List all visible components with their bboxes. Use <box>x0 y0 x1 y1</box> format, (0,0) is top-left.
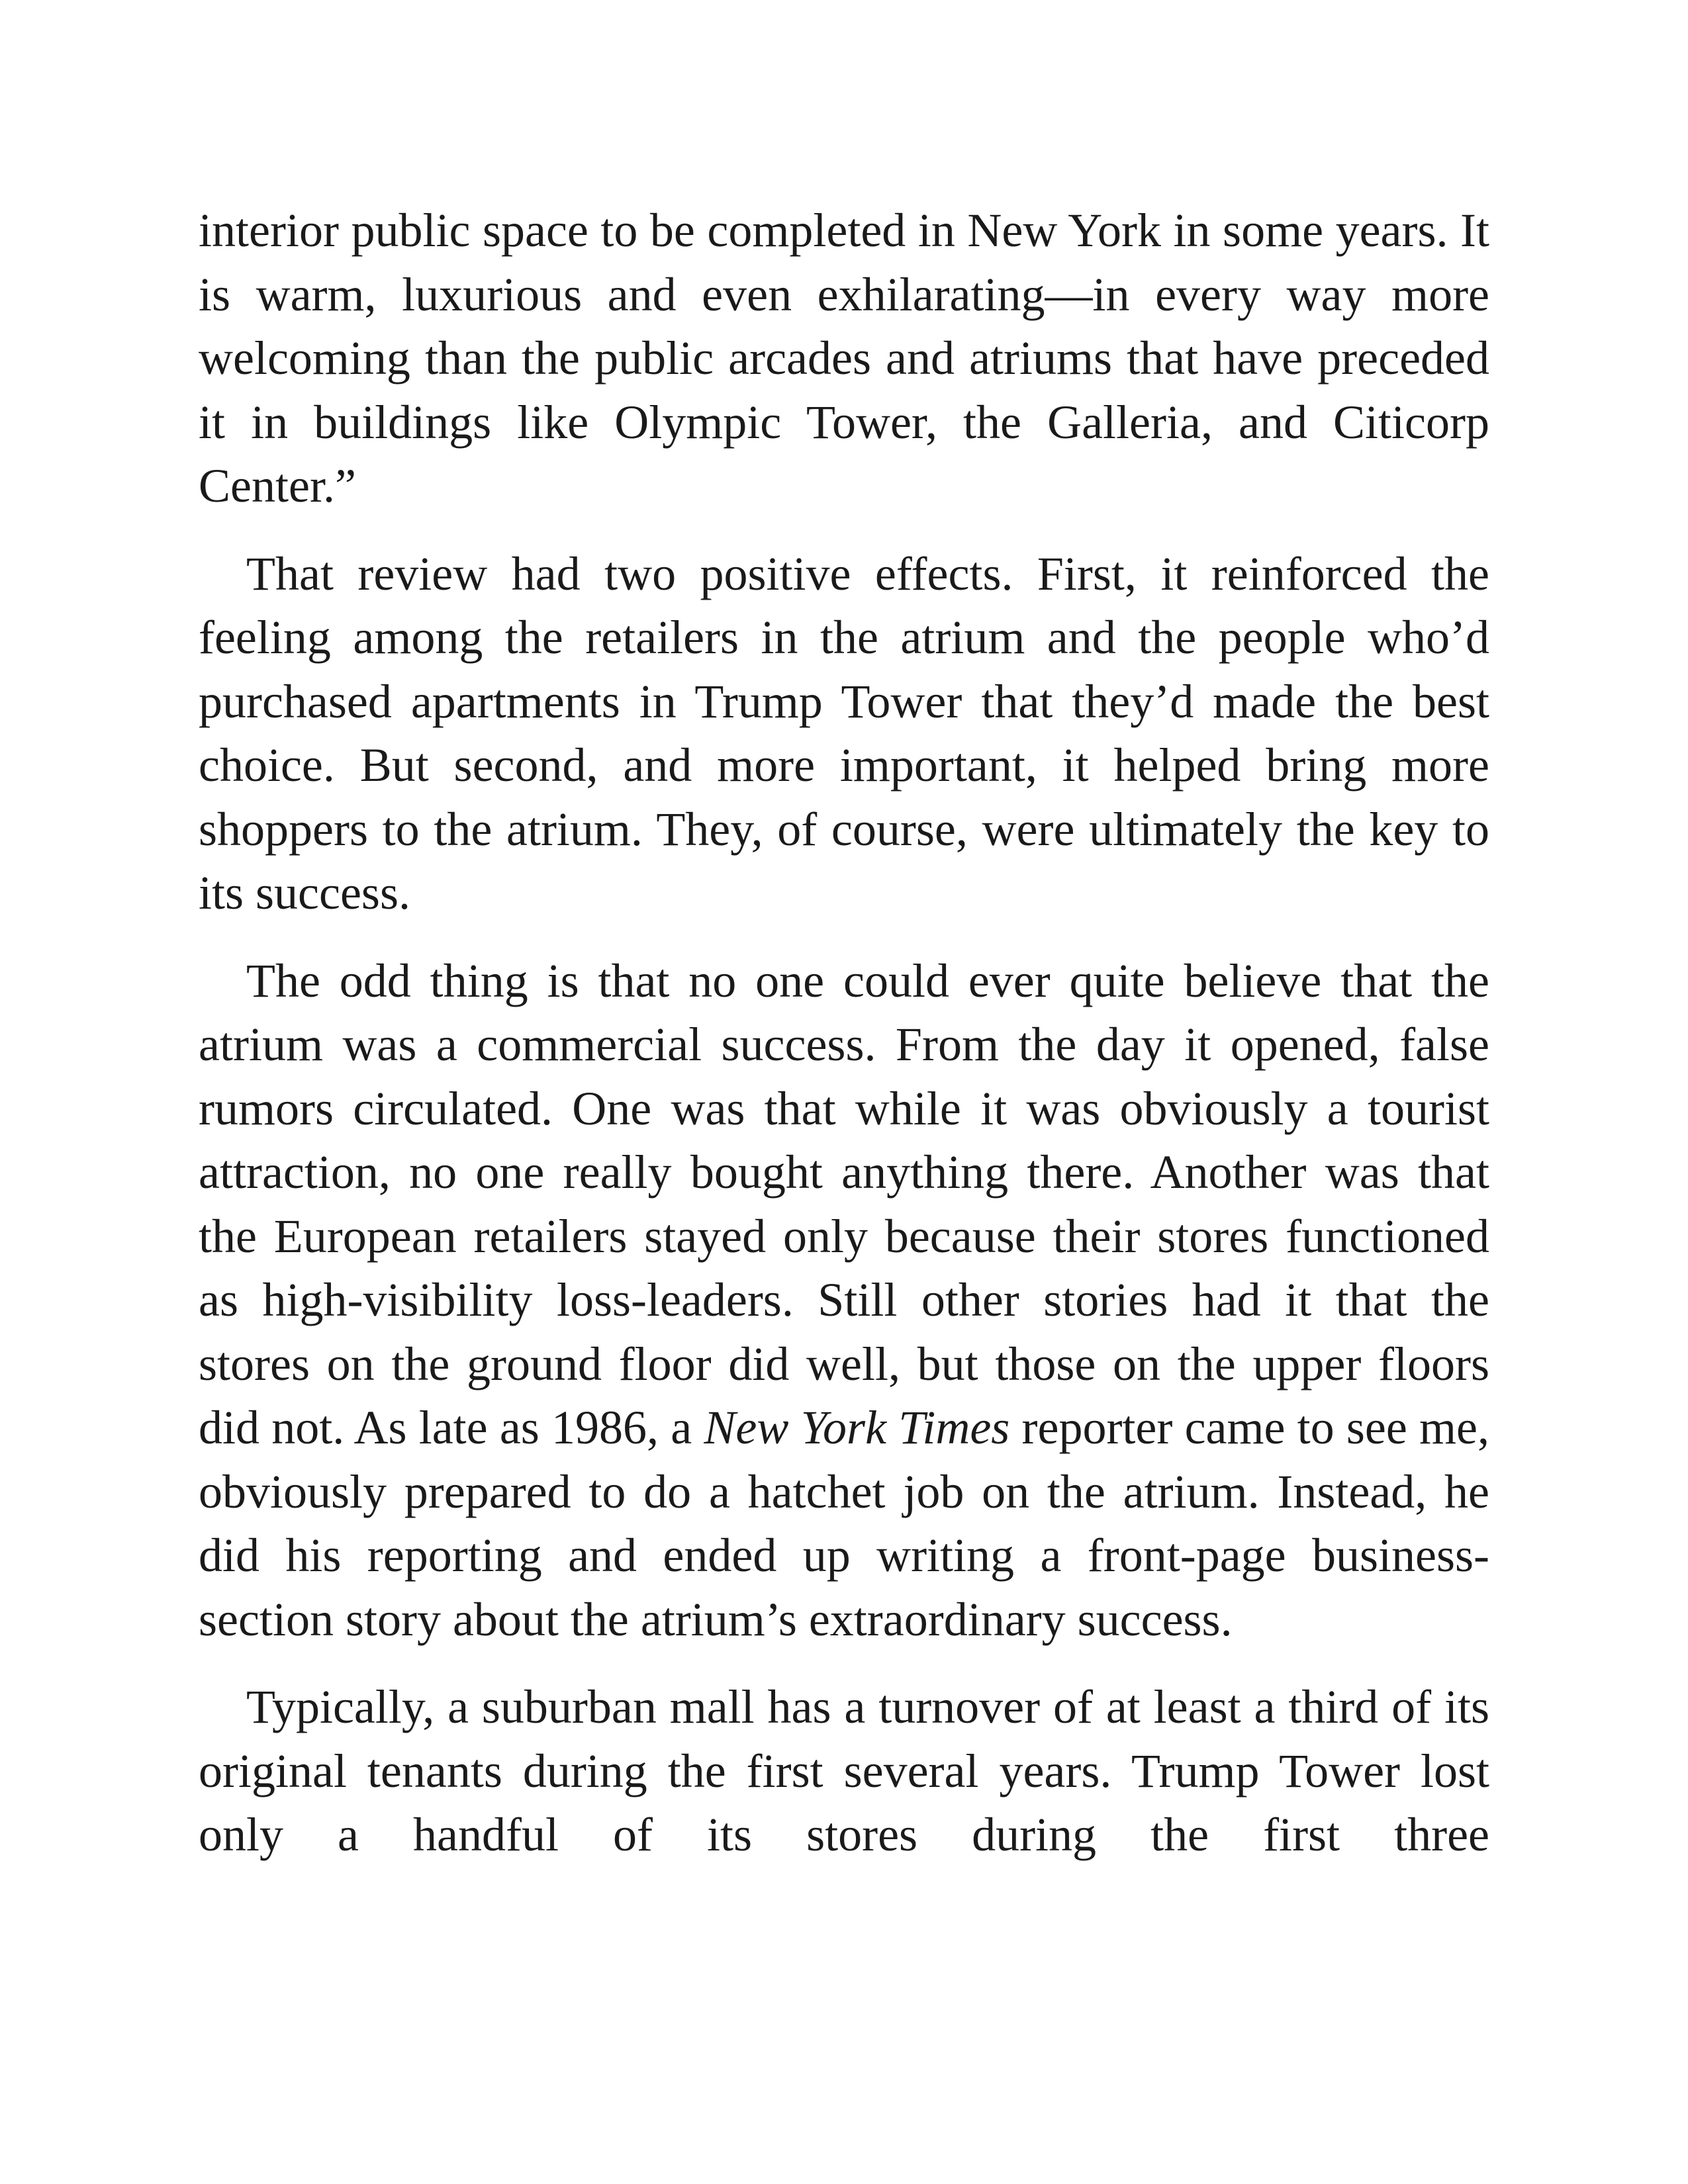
text-span: reporter came to see me, obviously prepared to do a hatchet job on the atrium. Instead, he did his reporting and ended up writing a front-page business-section story about the atrium’s extraordinary success. <box>199 1401 1489 1646</box>
paragraph-atrium-rumors <box>199 949 1489 1652</box>
book-page <box>199 199 1489 1867</box>
paragraph-tenant-turnover: Typically, a suburban mall has a turnover of at least a third of its original tenants during the first several years. Trump Tower lost only a handful of its stores during the first three <box>199 1680 1489 1861</box>
publication-title: New York Times <box>704 1401 1010 1454</box>
text-span: The odd thing is that no one could ever quite believe that the atrium was a commercial success. From the day it opened, false rumors circulated. One was that while it was obviously a tourist attraction, no one really bought anything there. Another was that the European retailers stayed only because their stores functioned as high-visibility loss-leaders. Still other stories had it that the stores on the ground floor did well, but those on the upper floors did not. As late as 1986, a <box>199 954 1489 1454</box>
paragraph-continued: interior public space to be completed in New York in some years. It is warm, luxurious and even exhilarating—in every way more welcoming than the public arcades and atriums that have preceded it in buildings like Olympic Tower, the Galleria, and Citicorp Center.” <box>199 204 1489 512</box>
paragraph-review-effects: That review had two positive effects. First, it reinforced the feeling among the retailers in the atrium and the people who’d purchased apartments in Trump Tower that they’d made the best choice. But second, and more important, it helped bring more shoppers to the atrium. They, of course, were ultimately the key to its success. <box>199 547 1489 919</box>
